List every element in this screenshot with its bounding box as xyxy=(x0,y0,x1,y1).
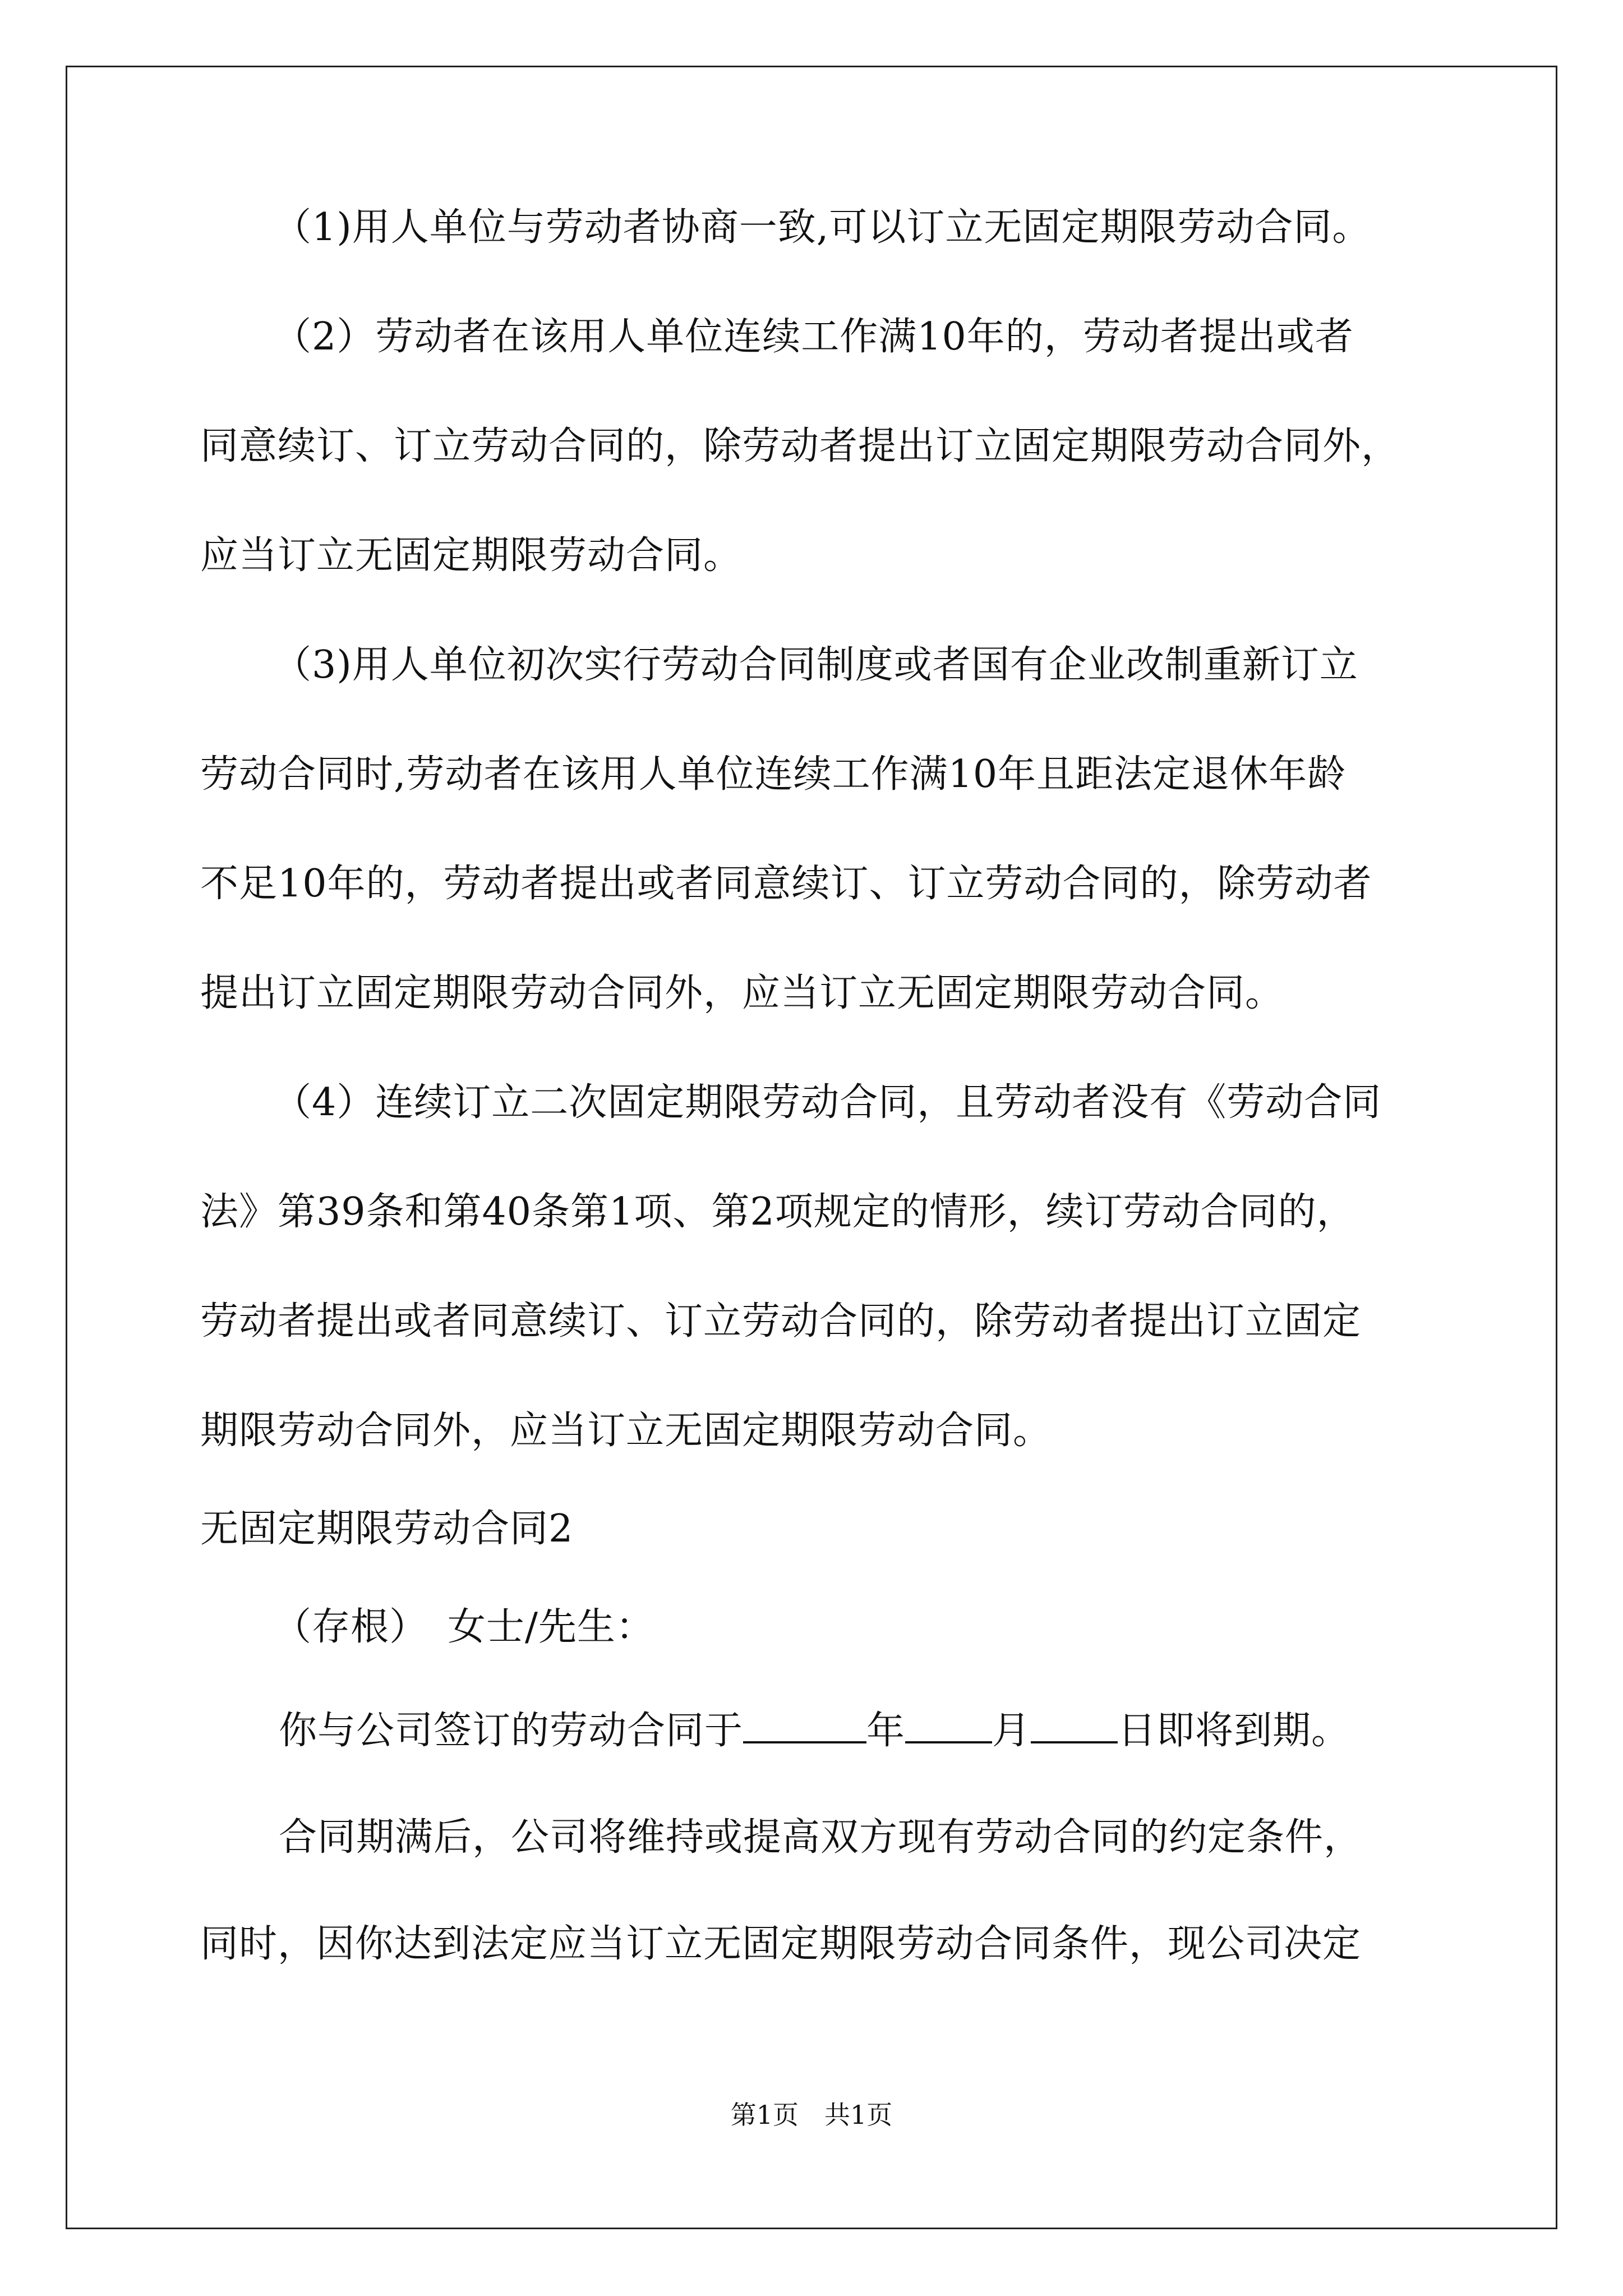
paragraph-4-line-2: 法》第39条和第40条第1项、第2项规定的情形，续订劳动合同的， xyxy=(200,1190,1355,1234)
paragraph-2-line-3: 应当订立无固定期限劳动合同。 xyxy=(200,533,743,578)
paragraph-1-line-1: （1)用人单位与劳动者协商一致,可以订立无固定期限劳动合同。 xyxy=(273,205,1371,250)
page-border xyxy=(66,66,1557,2229)
paragraph-4-line-4: 期限劳动合同外，应当订立无固定期限劳动合同。 xyxy=(200,1409,1052,1453)
expiry-prefix: 你与公司签订的劳动合同于 xyxy=(279,1709,744,1753)
page-footer: 第1页 共1页 xyxy=(730,2100,893,2130)
year-blank[interactable] xyxy=(743,1708,866,1743)
salutation: （存根） 女士/先生： xyxy=(273,1605,654,1649)
paragraph-3-line-1: （3)用人单位初次实行劳动合同制度或者国有企业改制重新订立 xyxy=(273,643,1358,687)
day-blank[interactable] xyxy=(1031,1708,1118,1743)
section-title: 无固定期限劳动合同2 xyxy=(200,1507,574,1551)
day-suffix: 日即将到期。 xyxy=(1118,1709,1350,1753)
month-blank[interactable] xyxy=(905,1708,992,1743)
paragraph-4-line-3: 劳动者提出或者同意续订、订立劳动合同的，除劳动者提出订立固定 xyxy=(200,1299,1362,1343)
paragraph-4-line-1: （4）连续订立二次固定期限劳动合同，且劳动者没有《劳动合同 xyxy=(273,1080,1382,1125)
paragraph-5-line-1: 合同期满后，公司将维持或提高双方现有劳动合同的约定条件， xyxy=(279,1815,1363,1860)
paragraph-2-line-2: 同意续订、订立劳动合同的，除劳动者提出订立固定期限劳动合同外， xyxy=(200,424,1400,468)
paragraph-3-line-3: 不足10年的，劳动者提出或者同意续订、订立劳动合同的，除劳动者 xyxy=(200,862,1372,906)
paragraph-5-line-2: 同时，因你达到法定应当订立无固定期限劳动合同条件，现公司决定 xyxy=(200,1922,1362,1966)
paragraph-3-line-4: 提出订立固定期限劳动合同外，应当订立无固定期限劳动合同。 xyxy=(200,971,1284,1015)
paragraph-3-line-2: 劳动合同时,劳动者在该用人单位连续工作满10年且距法定退休年龄 xyxy=(200,752,1347,797)
month-label: 月 xyxy=(992,1709,1031,1753)
expiry-date-line xyxy=(279,1705,1350,1757)
year-label: 年 xyxy=(866,1709,906,1753)
paragraph-2-line-1: （2）劳动者在该用人单位连续工作满10年的，劳动者提出或者 xyxy=(273,315,1354,359)
